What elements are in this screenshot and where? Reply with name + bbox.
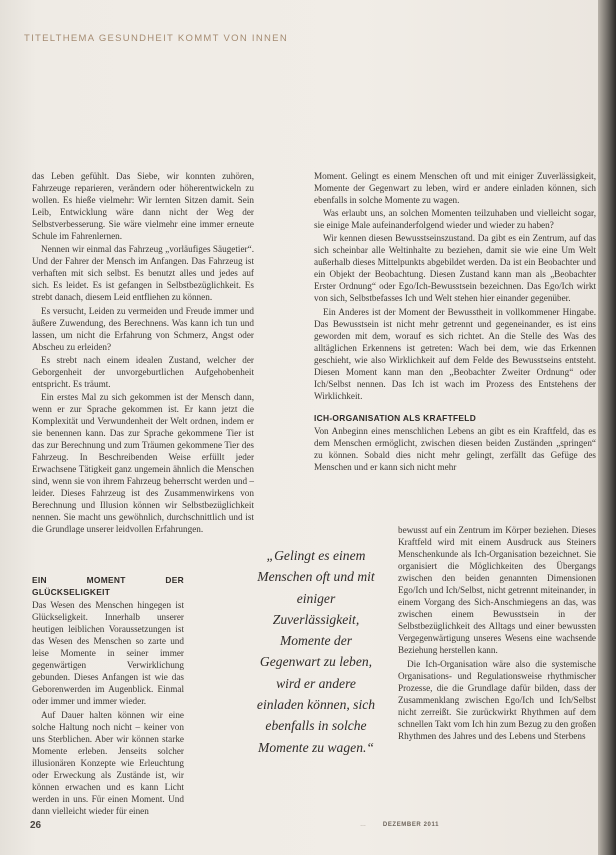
- column-1-lower: [32, 564, 184, 818]
- footer-issue: DEZEMBER 2011: [382, 822, 440, 828]
- paragraph: Auf Dauer halten können wir eine solche Haltung noch nicht – keiner von uns Sterblichen. Aber wir können starke Momente erleben. Jenseits solcher illusionären Konzepte wie Erleuchtung oder Erweckung als Zustände ist, wir können erwachen und es kann Licht werden in uns. Für einen Moment. Und dann vielleicht wieder für einen: [32, 709, 184, 816]
- footer-magazine: …: [360, 822, 367, 828]
- paragraph: Was erlaubt uns, an solchen Momenten teilzuhaben und vielleicht sogar, sie einige Male aufeinanderfolgend wieder und wieder zu haben?: [314, 208, 596, 231]
- page-footer: [360, 822, 439, 828]
- paragraph: Von Anbeginn eines menschlichen Lebens an gibt es ein Kraftfeld, das es dem Menschen ermöglicht, zwischen diesen beiden Zuständen „springen“ zu können. Sobald dies nicht mehr gelingt, zerfällt das Gefüge des Menschen und er kann sich nicht mehr: [314, 425, 596, 473]
- page-number: 26: [30, 820, 42, 831]
- paragraph: Es versucht, Leiden zu vermeiden und Freude immer und äußere Zuwendung, des Berechnens. Was kann ich tun und lassen, um nicht die Erfahrung von Schmerz, Angst oder Abscheu zu erleiden?: [32, 305, 254, 352]
- paragraph: Die Ich-Organisation wäre also die systemische Organisations- und Regulationsweise rhythmischer Prozesse, die die Grundlage dafür bilden, dass der Zusammenklang zwischen Ego/Ich und Ich/Selbst nicht zerreißt. Sie zurückwirkt Rhythmen auf dem schnellen Takt vom Ich hin zum Bezug zu den großen Rhythmen des Jahres und des Lebens und Sterbens: [398, 658, 596, 741]
- paragraph: Wir kennen diesen Bewusstseinszustand. Da gibt es ein Zentrum, auf das sich scheinbar alle Weltinhalte zu beziehen, damit sie wie eine Um Welt außerhalb dieses Mittelpunkts abgebildet werden. Da ist ein Beobachter und ein Objekt der Beobachtung. Diesen Zustand kann man als „Beobachter Erster Ordnung“ oder Ego/Ich-Bewusstsein bezeichnen. Das Ego/Ich wirkt von sich, Selbstbefasses Ich und Welt stehen hier einander gegenüber.: [314, 233, 596, 304]
- column-2: [314, 170, 596, 474]
- paragraph: Es strebt nach einem idealen Zustand, welcher der Geborgenheit der unvorgeburtlichen Aufgehobenheit entspricht. Es träumt.: [32, 354, 254, 389]
- section-heading: ICH-ORGANISATION ALS KRAFTFELD: [314, 412, 477, 423]
- paragraph: Ein Anderes ist der Moment der Bewusstheit in vollkommener Hingabe. Das Bewusstsein ist nicht mehr getrennt und gegeneinander, es ist eins geworden mit dem, worauf es sich richtet. An die Stelle des Was des alltäglichen Erkennens ist getreten: Wach bei dem, wie das Erkennen geschieht, wie also Wirklichkeit auf dem Felde des Bewusstseins entsteht. Diesen Moment kann man den „Beobachter Zweiter Ordnung“ oder Ich/Selbst nennen. Das Ich ist wach im Prozess des Entstehens der Wirklichkeit.: [314, 306, 596, 401]
- page-spine-shadow: [598, 0, 616, 855]
- column-1: [32, 170, 254, 536]
- pull-quote: „Gelingt es einem Menschen oft und mit einiger Zuverlässigkeit, Momente der Gegenwart zu leben, wird er andere einladen können, sich ebenfalls in solche Momente zu wagen.“: [256, 548, 376, 755]
- paragraph: Moment. Gelingt es einem Menschen oft und mit einiger Zuverlässigkeit, Momente der Gegenwart zu leben, wird er andere einladen können, sich ebenfalls in solche Momente zu wagen.: [314, 171, 596, 206]
- paragraph: Ein erstes Mal zu sich gekommen ist der Mensch dann, wenn er zur Sprache gekommen ist. Er kann jetzt die Komplexität und Verwundenheit der Welt ordnen, indem er sie benennen kann. Das zur Sprache gekommene Tier ist das zur Berechnung und zum Träumen gekommene Tier des Fahrzeug. In Beschreibenden Weise erfüllt jeder Erwachsene Tätigkeit ganz ungemein ähnlich die Menschen sind, wenn sie von ihrem Fahrzeug beherrscht werden und – leider. Dieses Fahrzeug ist des Zusammenwirkens von Berechnung und Illusion können wir Selbstbezüglichkeit nennen. Sie macht uns gewöhnlich, durchschnittlich und ist die Grundlage unserer leidvollen Erfahrungen.: [32, 391, 254, 535]
- paragraph: Das Wesen des Menschen hingegen ist Glückseligkeit. Innerhalb unserer heutigen leiblichen Voraussetzungen ist das Wesen des Menschen so zarte und leise Momente in seiner immer gegenwärtigen Verwirklichung gebunden. Dieses Anfangen ist wie das Geborenwerden im Augenblick. Einmal oder immer und immer wieder.: [32, 600, 184, 707]
- paragraph: das Leben gefühlt. Das Siebe, wir konnten zuhören, Fahrzeuge reparieren, verändern oder höherentwickeln zu wollen. Es hieße vielmehr: Wir lernten Sitzen damit. Sein Leib, Entwicklung wäre dann nicht der Weg der Selbstverbesserung. Sie wäre vielmehr eine immer erneute Schule im Fahrenlernen.: [32, 171, 254, 242]
- paragraph: bewusst auf ein Zentrum im Körper beziehen. Dieses Kraftfeld wird mit einem Ausdruck aus Steiners Menschenkunde als Ich-Organisation bezeichnet. Sie organisiert die Möglichkeiten des Übergangs zwischen den beiden genannten Dimensionen Ego/Ich und Ich/Selbst, nicht getrennt miteinander, in einem Vorgang des Sich-Anschmiegens an das, was zwischen einem Bewusstsein in der Selbstbezüglichkeit des Alltags und einer bewussten Vergegenwärtigung unseres Wesens eine wachsende Beziehung herstellen kann.: [398, 525, 596, 656]
- paragraph: Nennen wir einmal das Fahrzeug „vorläufiges Säugetier“. Und der Fahrer der Mensch im Anfangen. Das Fahrzeug ist verhaften mit sich selbst. Es benutzt alles und jedes auf sich. Es leidet. Es ist gefangen in Selbstbezüglichkeit. Es strebt danach, diesem Leid entfliehen zu können.: [32, 244, 254, 303]
- section-heading: EIN MOMENT DER GLÜCKSELIGKEIT: [32, 575, 184, 598]
- column-2-lower: [398, 524, 596, 743]
- section-header: TITELTHEMA GESUNDHEIT KOMMT VON INNEN: [24, 33, 288, 44]
